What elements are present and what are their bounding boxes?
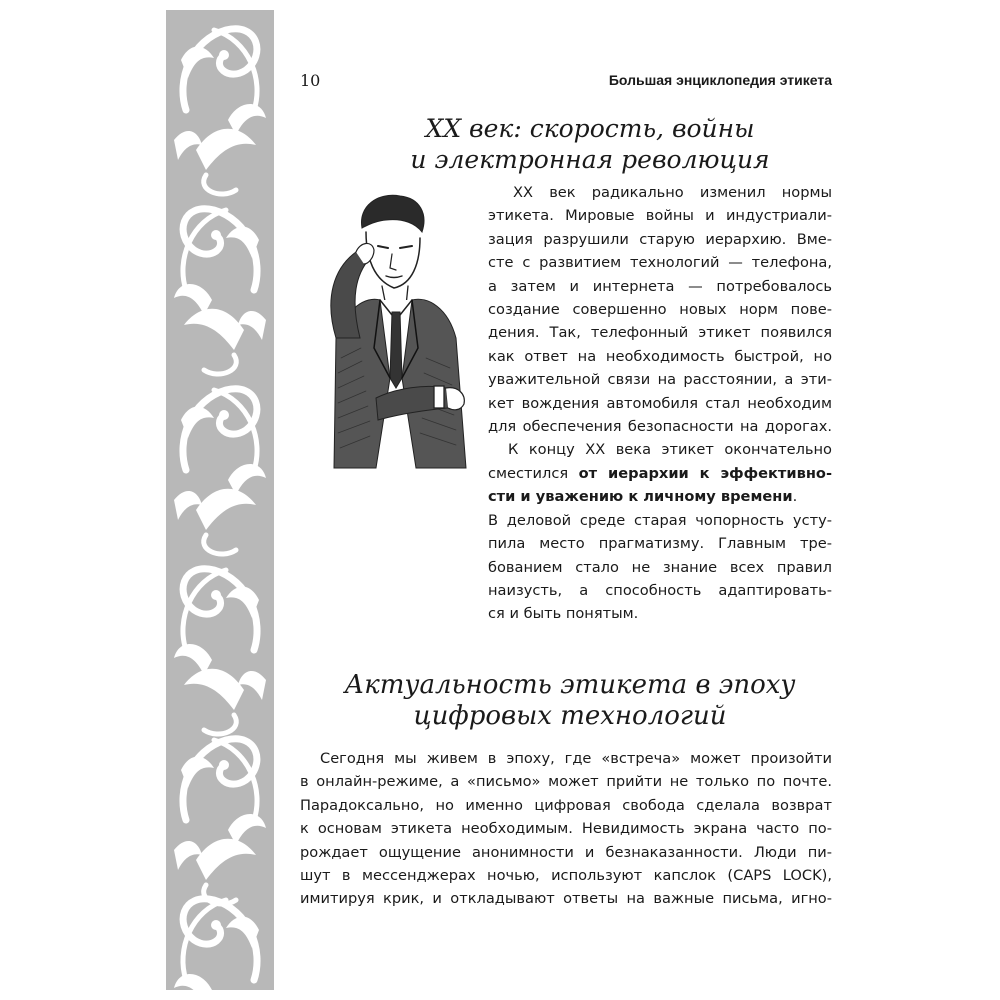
paragraph-line: как ответ на необходимость быстрой, но: [488, 347, 832, 365]
paragraph-line: к основам этикета необходимым. Невидимость экрана часто по-: [300, 820, 832, 838]
paragraph-line: Парадоксально, но именно цифровая свобода сделала возврат: [300, 796, 832, 814]
paragraph-line: В деловой среде старая чопорность усту-: [488, 511, 832, 529]
ornamental-border: [166, 10, 274, 990]
plain-text: сместился: [488, 464, 579, 482]
page-number: 10: [300, 71, 321, 90]
paragraph-line: рождает ощущение анонимности и безнаказанности. Люди пи-: [300, 843, 832, 861]
section-title-line: XX век: скорость, войны: [425, 114, 755, 143]
paragraph-line: XX век радикально изменил нормы: [513, 184, 832, 201]
man-on-phone-engraving-icon: [316, 188, 478, 484]
paragraph-line: уважительной связи на расстоянии, а эти-: [488, 371, 832, 389]
paragraph-line: сте с развитием технологий — телефона,: [488, 254, 832, 272]
man-on-phone-illustration: [316, 188, 478, 484]
paragraph-line: наизусть, а способность адаптировать-: [488, 581, 832, 599]
paragraph-line: ся и быть понятым.: [488, 605, 639, 623]
paragraph-line: [488, 485, 832, 508]
section2-paragraph: [300, 747, 832, 911]
section-title-line: Актуальность этикета в эпоху: [344, 670, 796, 700]
emphasis-text: от иерархии к эффективно-: [578, 464, 833, 482]
paragraph-line: создание совершенно новых норм пове-: [488, 301, 832, 319]
section-title-line: и электронная революция: [410, 145, 770, 174]
paragraph-line: зация разрушили старую иерархию. Вме-: [488, 230, 832, 248]
paragraph-line: бованием стало не знание всех правил: [488, 558, 832, 576]
paragraph-line: [488, 462, 832, 485]
paragraph-line: кет вождения автомобиля стал необходим: [488, 394, 832, 412]
paragraph-line: пила место прагматизму. Главным тре-: [488, 535, 832, 553]
emphasis-text: сти и уважению к личному времени: [488, 488, 793, 506]
paragraph-line: имитируя крик, и откладывают ответы на важные письма, игно-: [300, 890, 832, 908]
section-title-20th-century: [380, 113, 800, 175]
paragraph-line: Сегодня мы живем в эпоху, где «встреча» может произойти: [320, 750, 832, 767]
section1-paragraphs: [488, 181, 832, 626]
paragraph-line: К концу XX века этикет окончательно: [508, 441, 832, 459]
paragraph-line: а затем и интернета — потребовалось: [488, 277, 832, 295]
section-title-line: цифровых технологий: [413, 701, 727, 731]
paragraph-line: для обеспечения безопасности на дорогах.: [488, 418, 832, 436]
baroque-acanthus-border-icon: [166, 10, 274, 990]
paragraph-line: в онлайн-режиме, а «письмо» может прийти не только по почте.: [300, 773, 832, 791]
plain-text: .: [792, 488, 798, 506]
running-title: Большая энциклопедия этикета: [608, 72, 832, 88]
section-title-digital-era: [330, 670, 810, 732]
paragraph-line: дения. Так, телефонный этикет появился: [488, 324, 832, 342]
paragraph-line: этикета. Мировые войны и индустриали-: [488, 207, 832, 225]
paragraph-line: шут в мессенджерах ночью, используют капслок (CAPS LOCK),: [300, 867, 832, 885]
